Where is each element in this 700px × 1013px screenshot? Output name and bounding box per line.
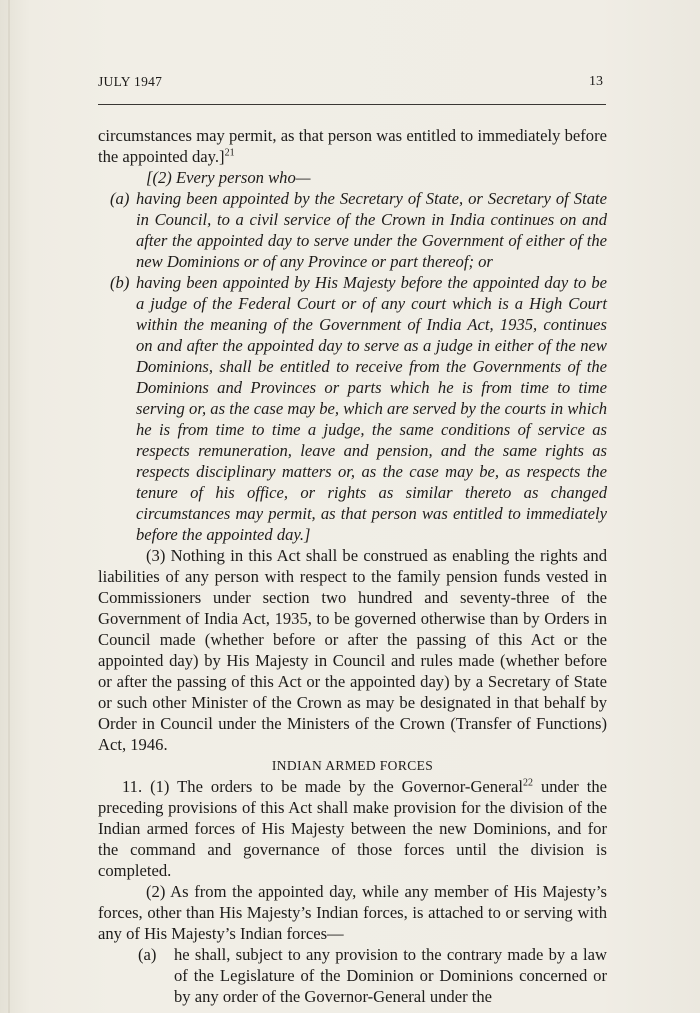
subclause-a-text: he shall, subject to any provision to the contrary made by a law of the Legislature of the Dominion or Dominions concerned or by any order of the Governor-General under the xyxy=(174,945,607,1006)
section-11-2: (2) As from the appointed day, while any member of His Majesty’s forces, other than His Majesty’s Indian forces, is attached to or serving with any of His Majesty’s Indian forces— xyxy=(98,882,607,943)
section-11-1-before: 11. (1) The orders to be made by the Governor-General xyxy=(122,777,523,796)
page-fold-shadow xyxy=(8,0,10,1013)
section-heading: INDIAN ARMED FORCES xyxy=(271,758,434,773)
subclause-a-mark: (a) xyxy=(138,945,157,964)
clause-b-mark: (b) xyxy=(110,273,130,292)
subsection-3: (3) Nothing in this Act shall be construed as enabling the rights and liabilities of any person with respect to the family pension funds vested in Commissioners under section two hundred and seventy-three of the Government of India Act, 1935, to be governed otherwise than by Orders in Council made (whether before or after the passing of this Act or the appointed day) by His Majesty in Council and rules made (whether before or after the passing of this Act or the appointed day) by a Secretary of State or such other Minister of the Crown as may be designated in that behalf by Order in Council under the Ministers of the Crown (Transfer of Functions) Act, 1946. xyxy=(98,546,607,754)
body-text xyxy=(98,125,607,1007)
paragraph-continuation xyxy=(98,125,607,167)
header-rule xyxy=(98,104,606,105)
clause-a-text: having been appointed by the Secretary of State, or Secretary of State in Council, to a civil service of the Crown in India continues on and after the appointed day to serve under the Government of either of the new Dominions or of any Province or part thereof; or xyxy=(136,189,607,271)
running-header: JULY 1947 xyxy=(98,74,163,89)
continuation-text: circumstances may permit, as that person was entitled to immediately before the appointed day.] xyxy=(98,126,607,166)
clause-a xyxy=(98,188,607,272)
page-number: 13 xyxy=(589,74,603,89)
section-11-1-after: under the preceding provisions of this Act shall make provision for the division of the Indian armed forces of His Majesty between the new Dominions, and for the command and governance of those forces until the division is completed. xyxy=(98,777,607,880)
section-11-1 xyxy=(98,776,607,881)
subsection-2-intro: [(2) Every person who— xyxy=(146,168,311,187)
footnote-ref-21: 21 xyxy=(224,147,235,159)
footnote-ref-22: 22 xyxy=(522,777,533,789)
clause-b-text: having been appointed by His Majesty before the appointed day to be a judge of the Federal Court or of any court which is a High Court within the meaning of the Government of India Act, 1935, continues on and after the appointed day to serve as a judge in either of the new Dominions, shall be entitled to receive from the Governments of the Dominions and Provinces or parts which he is from time to time serving or, as the case may be, which are served by the courts in which he is from time to time a judge, the same conditions of service as respects remuneration, leave and pension, and the same rights as respects disciplinary matters or, as the case may be, as respects the tenure of his office, or rights as similar thereto as changed circumstances may permit, as that person was entitled to immediately before the appointed day.] xyxy=(136,273,607,544)
clause-a-mark: (a) xyxy=(110,189,130,208)
subclause-a xyxy=(98,944,607,1007)
clause-b xyxy=(98,272,607,545)
